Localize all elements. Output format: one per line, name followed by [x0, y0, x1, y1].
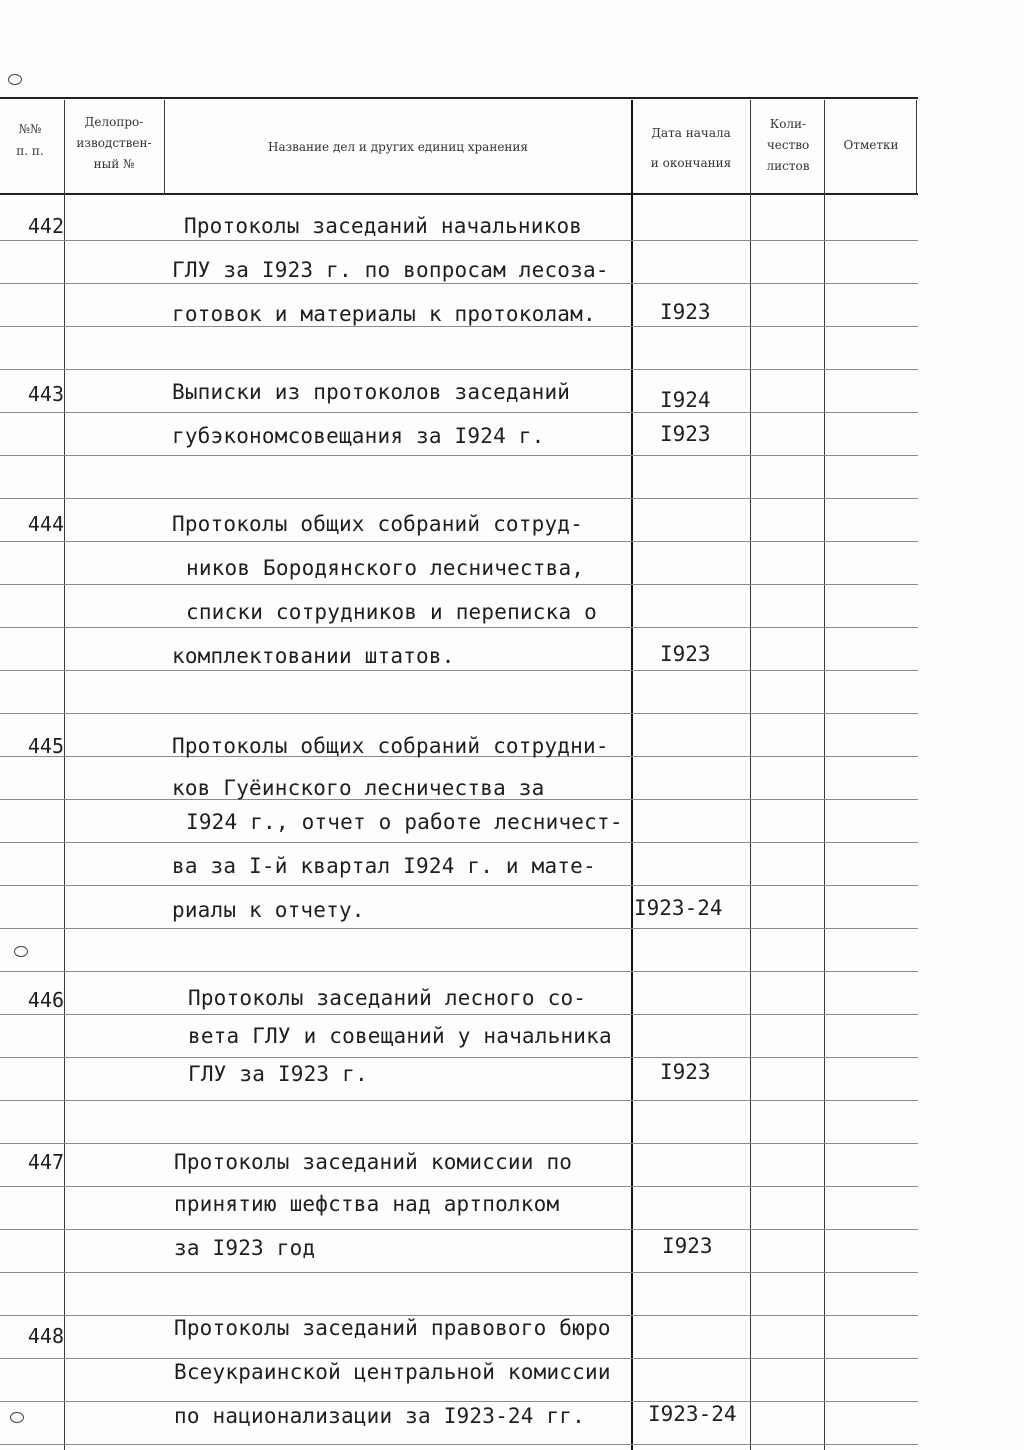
entry-title-line: Всеукраинской центральной комиссии — [174, 1360, 611, 1384]
form-rule — [0, 1186, 918, 1187]
entry-date: I923 — [660, 1060, 711, 1084]
column-rule — [64, 100, 65, 1450]
entry-title-line: I924 г., отчет о работе лесничест- — [186, 810, 623, 834]
header-col-dates — [633, 118, 749, 178]
entry-date: I923 — [662, 1234, 713, 1258]
entry-date: I923 — [660, 642, 711, 666]
form-rule — [0, 1229, 918, 1230]
entry-title-line: ков Гуёинского лесничества за — [172, 776, 545, 800]
form-rule — [0, 971, 918, 972]
entry-title-line: Протоколы заседаний лесного со- — [188, 986, 587, 1010]
punch-hole-mark — [10, 1412, 24, 1423]
entry-title-line: списки сотрудников и переписка о — [186, 600, 597, 624]
form-rule — [0, 584, 918, 585]
entry-number: 445 — [27, 734, 64, 758]
form-rule — [0, 541, 918, 542]
entry-title-line: губэкономсовещания за I924 г. — [172, 424, 545, 448]
header-col-office-l1: Делопро- — [84, 115, 144, 129]
entry-title-line: комплектовании штатов. — [172, 644, 455, 668]
form-rule — [0, 627, 918, 628]
form-rule — [0, 369, 918, 370]
entry-title-line: Протоколы общих собраний сотрудни- — [172, 734, 609, 758]
entry-date: I924 — [660, 388, 711, 412]
entry-number: 446 — [27, 988, 64, 1012]
entry-title-line: ГЛУ за I923 г. — [188, 1062, 368, 1086]
column-rule — [164, 100, 165, 194]
form-rule — [0, 498, 918, 499]
punch-hole-mark — [8, 74, 22, 85]
entry-title-line: ва за I-й квартал I924 г. и мате- — [172, 854, 596, 878]
form-rule — [0, 455, 918, 456]
entry-date: I923 — [660, 422, 711, 446]
header-col-title: Название дел и других единиц хранения — [267, 140, 528, 154]
entry-number: 442 — [27, 214, 64, 238]
header-bottom-rule — [0, 193, 918, 195]
form-rule — [0, 1272, 918, 1273]
header-col-number-l1: №№ — [18, 122, 42, 136]
entry-number: 448 — [27, 1324, 64, 1348]
entry-date: I923-24 — [634, 896, 723, 920]
form-rule — [0, 283, 918, 284]
form-rule — [0, 1358, 918, 1359]
form-rule — [0, 1057, 918, 1058]
entry-title-line: ГЛУ за I923 г. по вопросам лесоза- — [172, 258, 609, 282]
header-col-office-number — [66, 112, 162, 175]
form-rule — [0, 1014, 918, 1015]
entry-title-line: Выписки из протоколов заседаний — [172, 380, 571, 404]
entry-title-line: принятию шефства над артполком — [174, 1192, 560, 1216]
entry-title-line: Протоколы заседаний правового бюро — [174, 1316, 611, 1340]
form-rule — [0, 412, 918, 413]
header-col-sheets-l3: листов — [766, 159, 810, 173]
form-rule — [0, 326, 918, 327]
header-top-rule — [0, 97, 918, 99]
entry-title-line: риалы к отчету. — [172, 898, 365, 922]
header-col-sheets-l2: чество — [766, 138, 810, 152]
form-rule — [0, 928, 918, 929]
entry-title-line: Протоколы заседаний комиссии по — [174, 1150, 573, 1174]
entry-date: I923-24 — [648, 1402, 737, 1426]
column-rule — [750, 100, 751, 1450]
header-col-dates-l2: и окончания — [650, 156, 732, 170]
header-col-number — [0, 118, 60, 162]
column-rule — [916, 100, 917, 194]
form-rule — [0, 713, 918, 714]
entry-number: 444 — [27, 512, 64, 536]
entry-title-line: вета ГЛУ и совещаний у начальника — [188, 1024, 612, 1048]
header-col-office-l2: изводствен- — [76, 136, 152, 150]
entry-title-line: за I923 год — [174, 1236, 316, 1260]
header-col-number-l2: п. п. — [16, 144, 44, 158]
entry-number: 443 — [27, 382, 64, 406]
entry-date: I923 — [660, 300, 711, 324]
form-rule — [0, 1143, 918, 1144]
form-rule — [0, 1444, 918, 1445]
form-rule — [0, 1401, 918, 1402]
form-rule — [0, 240, 918, 241]
header-col-dates-l1: Дата начала — [651, 126, 731, 140]
form-rule — [0, 842, 918, 843]
form-rule — [0, 670, 918, 671]
entry-title-line: Протоколы общих собраний сотруд- — [172, 512, 583, 536]
column-rule — [824, 100, 825, 1450]
punch-hole-mark — [14, 946, 28, 957]
header-col-office-l3: ный № — [93, 157, 135, 171]
form-rule — [0, 885, 918, 886]
entry-number: 447 — [27, 1150, 64, 1174]
entry-title-line: по национализации за I923-24 гг. — [174, 1404, 585, 1428]
form-rule — [0, 1100, 918, 1101]
header-col-sheets-l1: Коли- — [769, 117, 807, 131]
entry-title-line: ников Бородянского лесничества, — [186, 556, 585, 580]
header-col-notes: Отметки — [843, 138, 899, 152]
entry-title-line: готовок и материалы к протоколам. — [172, 302, 596, 326]
column-rule — [631, 100, 633, 1450]
entry-title-line: Протоколы заседаний начальников — [184, 214, 583, 238]
header-col-sheets — [752, 114, 824, 177]
